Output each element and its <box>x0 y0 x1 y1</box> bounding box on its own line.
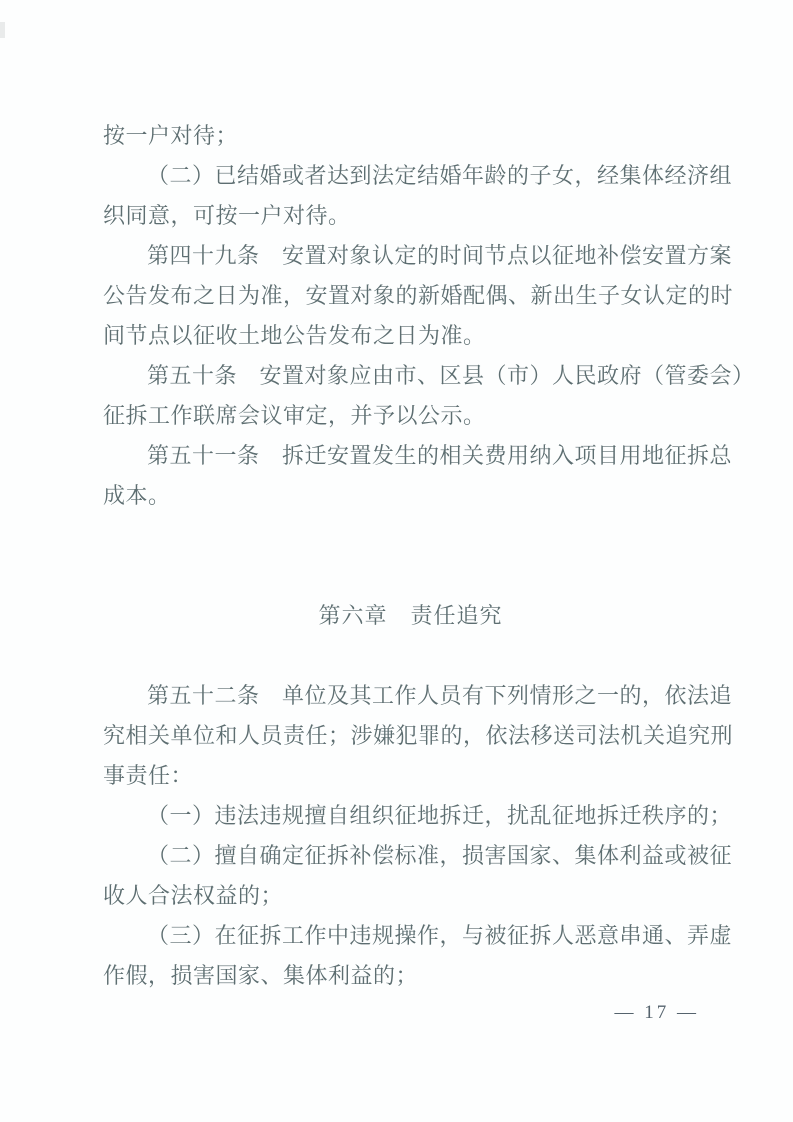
text-line: 第四十九条 安置对象认定的时间节点以征地补偿安置方案 <box>147 243 733 268</box>
blank-space <box>103 636 718 676</box>
text-line: （一）违法违规擅自组织征地拆迁，扰乱征地拆迁秩序的； <box>147 803 733 828</box>
text-line: 收人合法权益的； <box>103 883 284 908</box>
blank-space <box>103 516 718 596</box>
text-line: （二）擅自确定征拆补偿标准，损害国家、集体利益或被征 <box>147 843 733 868</box>
chapter-heading: 第六章 责任追究 <box>318 603 503 628</box>
text-line: 征拆工作联席会议审定，并予以公示。 <box>103 403 486 428</box>
text-line: 第五十条 安置对象应由市、区县（市）人民政府（管委会） <box>147 363 755 388</box>
text-line: 作假，损害国家、集体利益的； <box>103 963 419 988</box>
text-line: （三）在征拆工作中违规操作，与被征拆人恶意串通、弄虚 <box>147 923 733 948</box>
text-line: 第五十一条 拆迁安置发生的相关费用纳入项目用地征拆总 <box>147 443 733 468</box>
scan-artifact <box>0 22 5 38</box>
text-line: 第五十二条 单位及其工作人员有下列情形之一的，依法追 <box>147 683 733 708</box>
text-line: 事责任： <box>103 763 194 788</box>
text-line: （二）已结婚或者达到法定结婚年龄的子女，经集体经济组 <box>147 163 733 188</box>
text-line: 按一户对待； <box>103 123 239 148</box>
text-line: 公告发布之日为准，安置对象的新婚配偶、新出生子女认定的时 <box>103 283 734 308</box>
text-line: 究相关单位和人员责任；涉嫌犯罪的，依法移送司法机关追究刑 <box>103 723 734 748</box>
text-line: 织同意，可按一户对待。 <box>103 203 351 228</box>
page-number: — 17 — <box>614 1002 699 1023</box>
text-line: 成本。 <box>103 483 171 508</box>
text-line: 间节点以征收土地公告发布之日为准。 <box>103 323 486 348</box>
text-block <box>103 116 755 996</box>
